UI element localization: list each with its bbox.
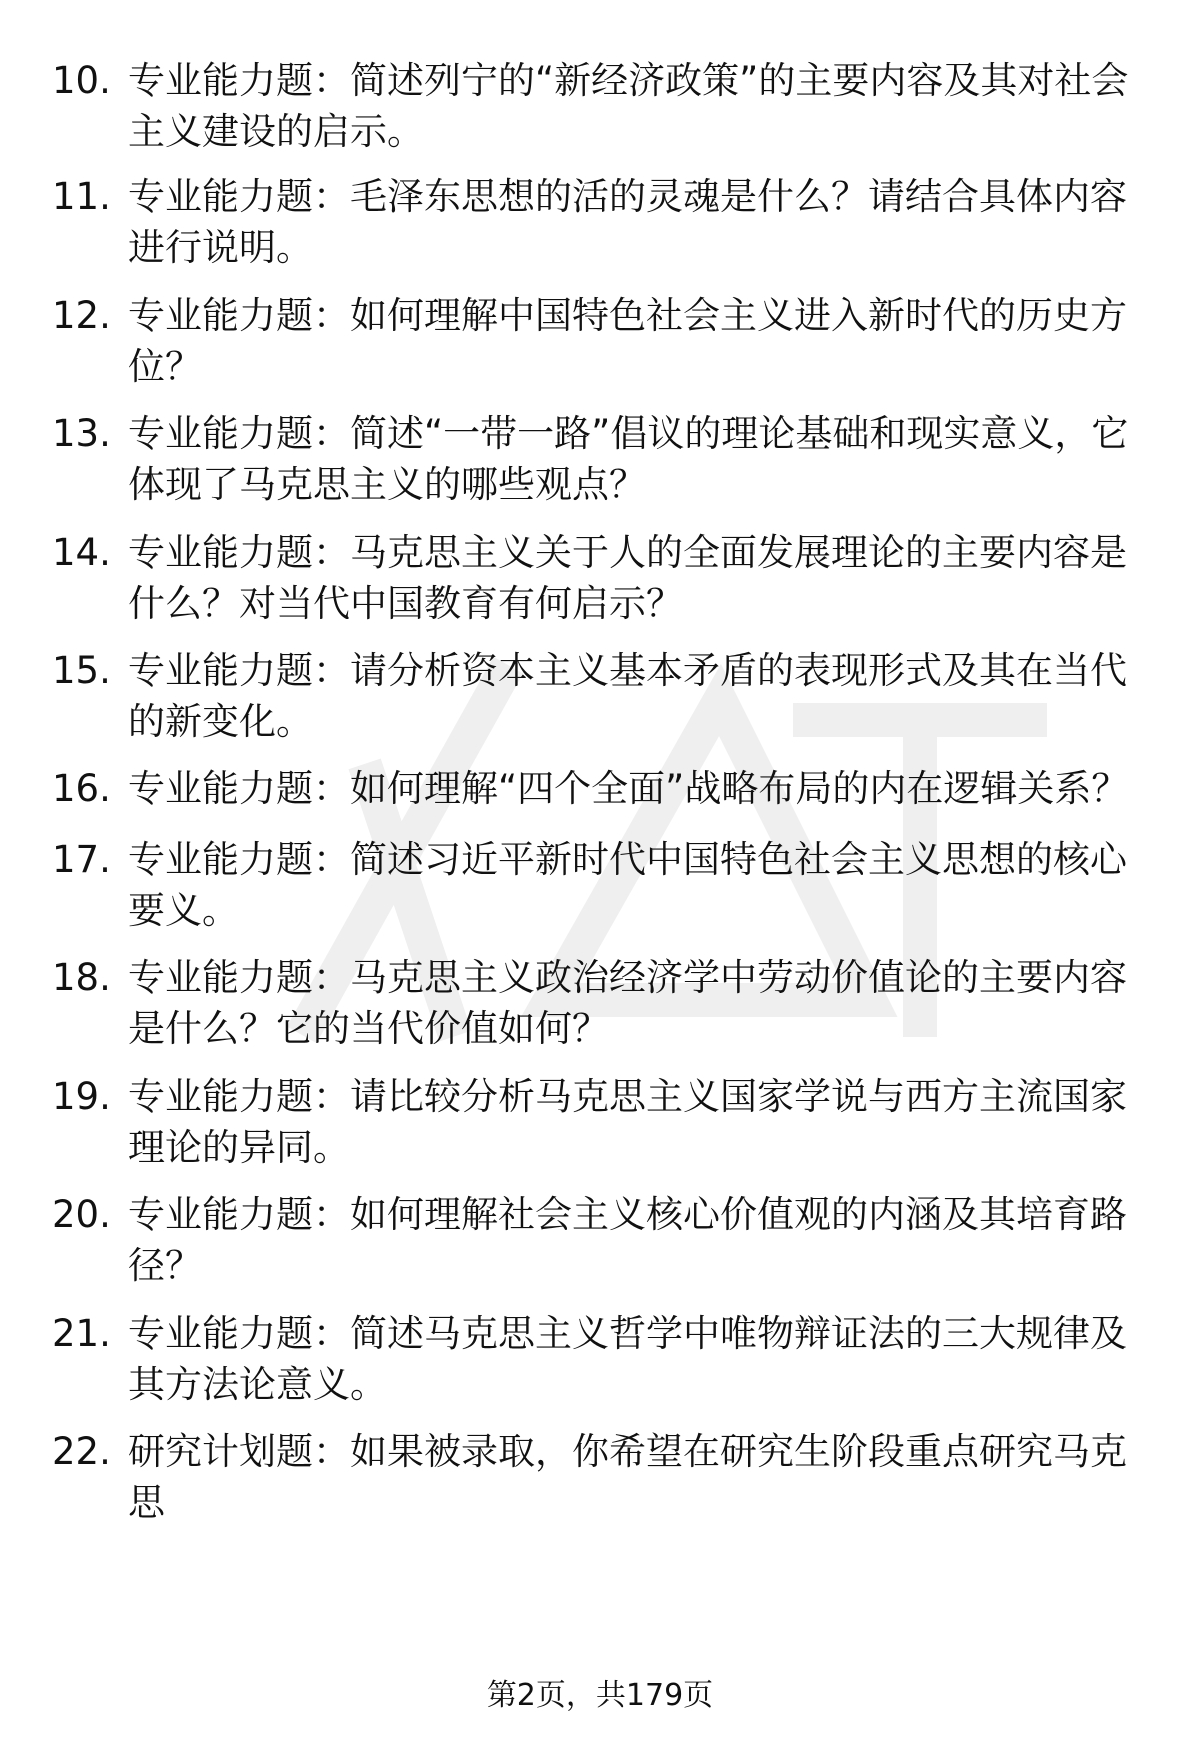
question-number: 15. [52,649,111,692]
question-number: 10. [52,59,111,102]
question-item [52,55,1142,157]
question-number: 13. [52,412,111,455]
question-number: 21. [52,1312,111,1355]
question-number: 22. [52,1430,111,1473]
question-text: 专业能力题：简述习近平新时代中国特色社会主义思想的核心要义。 [128,838,1127,932]
question-text: 专业能力题：简述列宁的“新经济政策”的主要内容及其对社会主义建设的启示。 [128,59,1129,153]
question-text: 专业能力题：马克思主义关于人的全面发展理论的主要内容是什么？对当代中国教育有何启示？ [128,531,1127,625]
question-item [52,408,1142,510]
question-item [52,645,1142,747]
question-text: 专业能力题：简述“一带一路”倡议的理论基础和现实意义，它体现了马克思主义的哪些观点？ [128,412,1129,506]
question-number: 12. [52,294,111,337]
question-number: 18. [52,956,111,999]
question-item [52,952,1142,1054]
question-text: 专业能力题：请分析资本主义基本矛盾的表现形式及其在当代的新变化。 [128,649,1127,743]
question-item [52,527,1142,629]
question-item [52,1308,1142,1410]
question-number: 20. [52,1193,111,1236]
question-number: 19. [52,1075,111,1118]
question-text: 专业能力题：请比较分析马克思主义国家学说与西方主流国家理论的异同。 [128,1075,1127,1169]
question-item [52,171,1142,273]
question-number: 16. [52,767,111,810]
question-text: 专业能力题：如何理解中国特色社会主义进入新时代的历史方位？ [128,294,1127,388]
page-number-footer: 第2页，共179页 [486,1678,714,1713]
question-text: 专业能力题：马克思主义政治经济学中劳动价值论的主要内容是什么？它的当代价值如何？ [128,956,1127,1050]
question-text: 研究计划题：如果被录取，你希望在研究生阶段重点研究马克思 [128,1430,1127,1524]
question-item [52,763,1142,814]
question-item [52,1071,1142,1173]
question-text: 专业能力题：毛泽东思想的活的灵魂是什么？请结合具体内容进行说明。 [128,175,1127,269]
question-item [52,1189,1142,1291]
question-text: 专业能力题：简述马克思主义哲学中唯物辩证法的三大规律及其方法论意义。 [128,1312,1127,1406]
question-number: 14. [52,531,111,574]
question-item [52,834,1142,936]
question-number: 17. [52,838,111,881]
question-number: 11. [52,175,111,218]
question-text: 专业能力题：如何理解社会主义核心价值观的内涵及其培育路径？ [128,1193,1127,1287]
question-text: 专业能力题：如何理解“四个全面”战略布局的内在逻辑关系？ [128,767,1129,810]
question-item [52,290,1142,392]
question-item [52,1426,1142,1528]
